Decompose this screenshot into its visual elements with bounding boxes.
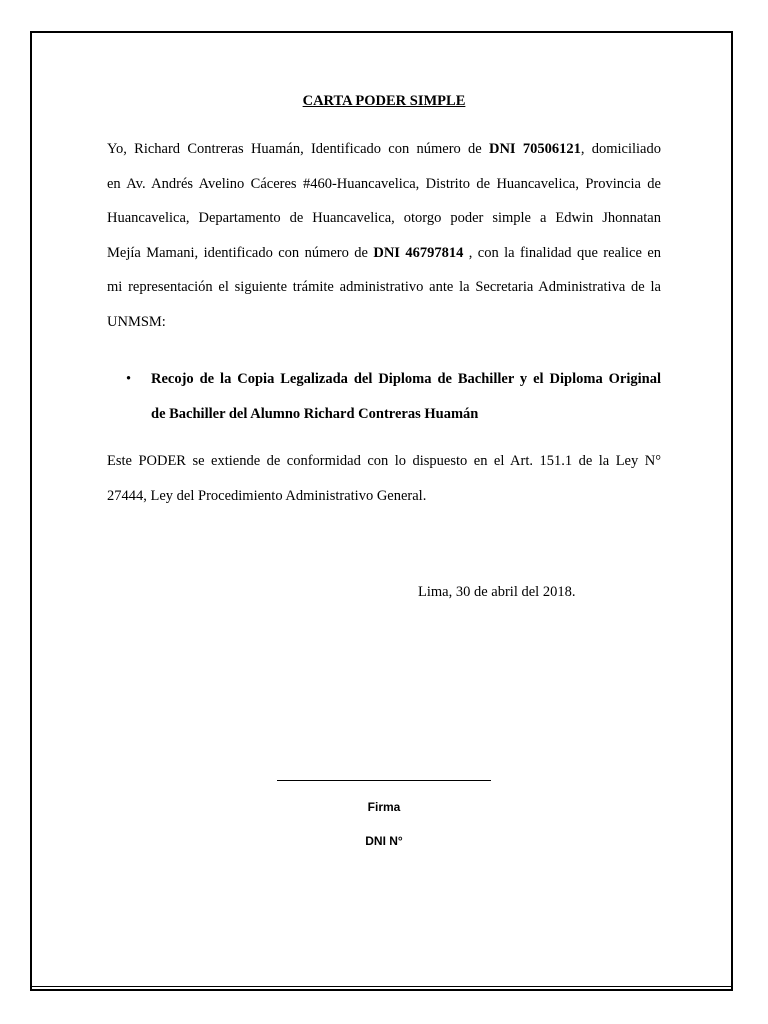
grantee-dni: DNI 46797814 (373, 244, 464, 261)
place-date: Lima, 30 de abril del 2018. (418, 584, 576, 600)
signature-label: Firma (367, 800, 401, 814)
main-paragraph-line-4 (107, 236, 661, 271)
document-title: CARTA PODER SIMPLE (302, 93, 466, 109)
bullet-line-1: Recojo de la Copia Legalizada del Diploma de Bachiller y el Diploma Original (151, 371, 661, 387)
bullet-line-2: de Bachiller del Alumno Richard Contreras Huamán (151, 405, 479, 422)
main-line1-text-a: Yo, Richard Contreras Huamán, Identificado con número de (107, 141, 489, 157)
main-line4-text-a: Mejía Mamani, identificado con número de (107, 244, 374, 261)
law-paragraph (107, 444, 661, 513)
law-paragraph-line-1: Este PODER se extiende de conformidad con lo dispuesto en el Art. 151.1 de la Ley N° (107, 453, 661, 469)
main-paragraph-line-6: UNMSM: (107, 313, 166, 330)
main-paragraph-line-5: mi representación el siguiente trámite administrativo ante la Secretaria Administrativa de la (107, 279, 661, 295)
grantor-dni: DNI 70506121 (488, 141, 581, 157)
main-paragraph-line-3: Huancavelica, Departamento de Huancavelica, otorgo poder simple a Edwin Jhonnatan (107, 210, 661, 226)
bullet-item-text (151, 362, 661, 431)
main-paragraph-line-2: en Av. Andrés Avelino Cáceres #460-Huancavelica, Distrito de Huancavelica, Provincia de (107, 175, 661, 192)
main-paragraph-line-1 (107, 132, 661, 167)
signature-line (277, 780, 491, 781)
main-paragraph (107, 132, 661, 339)
bullet-icon: • (126, 371, 132, 387)
main-line1-text-c: , domiciliado (580, 141, 661, 157)
signature-dni-label: DNI N° (365, 834, 403, 848)
law-paragraph-line-2: 27444, Ley del Procedimiento Administrativo General. (107, 487, 427, 504)
main-line4-text-c: , con la finalidad que realice en (463, 244, 661, 261)
